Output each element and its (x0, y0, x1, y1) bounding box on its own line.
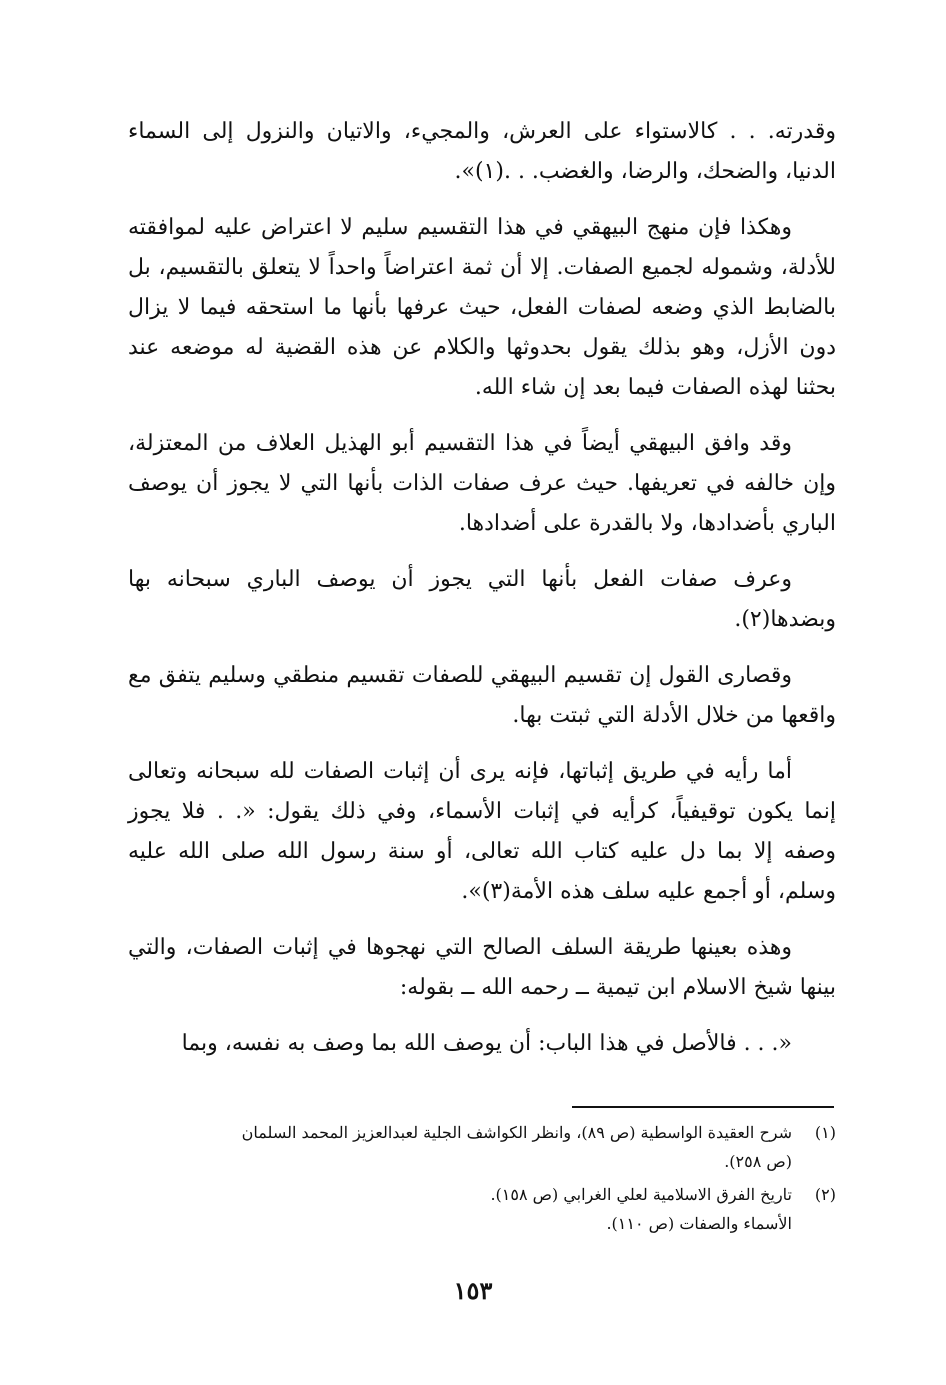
paragraph: أما رأيه في طريق إثباتها، فإنه يرى أن إثبات الصفات لله سبحانه وتعالى إنما يكون توقيفياً، كرأيه في إثبات الأسماء، وفي ذلك يقول: «. . فلا يجوز وصفه إلا بما دل عليه كتاب الله تعالى، أو سنة رسول الله صلى الله عليه وسلم، أو أجمع عليه سلف هذه الأمة(٣)». (128, 759, 836, 904)
footnote-item (138, 1118, 836, 1176)
page-number: ١٥٣ (453, 1276, 493, 1305)
footnote-line: شرح العقيدة الواسطية (ص ٨٩)، وانظر الكواشف الجلية لعبدالعزيز المحمد السلمان (241, 1123, 792, 1142)
paragraph: «. . . فالأصل في هذا الباب: أن يوصف الله بما وصف به نفسه، وبما (181, 1031, 792, 1056)
footnote-line: تاريخ الفرق الاسلامية لعلي الغرابي (ص ١٥٨). (490, 1185, 792, 1204)
footnote-line: (ص ٢٥٨). (724, 1152, 792, 1171)
footnote-number: (٢) (814, 1185, 836, 1204)
paragraph: وهذه بعينها طريقة السلف الصالح التي نهجوها في إثبات الصفات، والتي بينها شيخ الاسلام ابن تيمية ــ رحمه الله ــ بقوله: (128, 935, 836, 1000)
footnote-divider (572, 1106, 834, 1108)
footnote-text (138, 1118, 792, 1176)
footnote-number: (١) (814, 1123, 836, 1142)
footnote-line: الأسماء والصفات (ص ١١٠). (606, 1214, 792, 1233)
paragraph: وقصارى القول إن تقسيم البيهقي للصفات تقسيم منطقي وسليم يتفق مع واقعها من خلال الأدلة التي ثبتت بها. (128, 663, 836, 728)
main-text-block (128, 112, 836, 1080)
paragraph: وعرف صفات الفعل بأنها التي يجوز أن يوصف الباري سبحانه بها وبضدها(٢). (128, 567, 836, 632)
footnote-text (138, 1180, 792, 1238)
paragraph: وهكذا فإن منهج البيهقي في هذا التقسيم سليم لا اعتراض عليه لموافقته للأدلة، وشموله لجميع الصفات. إلا أن ثمة اعتراضاً واحداً لا يتعلق بالتقسيم، بل بالضابط الذي وضعه لصفات الفعل، حيث عرفها بأنها ما استحقه فيما لا يزال دون الأزل، وهو بذلك يقول بحدوثها والكلام عن هذه القضية له موضعه عند بحثنا لهذه الصفات فيما بعد إن شاء الله. (128, 215, 836, 400)
footnote-item (138, 1180, 836, 1238)
paragraph: وقدرته. . . كالاستواء على العرش، والمجيء، والاتيان والنزول إلى السماء الدنيا، والضحك، والرضا، والغضب. . .(١)». (128, 119, 836, 184)
paragraph: وقد وافق البيهقي أيضاً في هذا التقسيم أبو الهذيل العلاف من المعتزلة، وإن خالفه في تعريفها. حيث عرف صفات الذات بأنها التي لا يجوز أن يوصف الباري بأضدادها، ولا بالقدرة على أضدادها. (128, 431, 836, 536)
footnotes (138, 1118, 836, 1242)
